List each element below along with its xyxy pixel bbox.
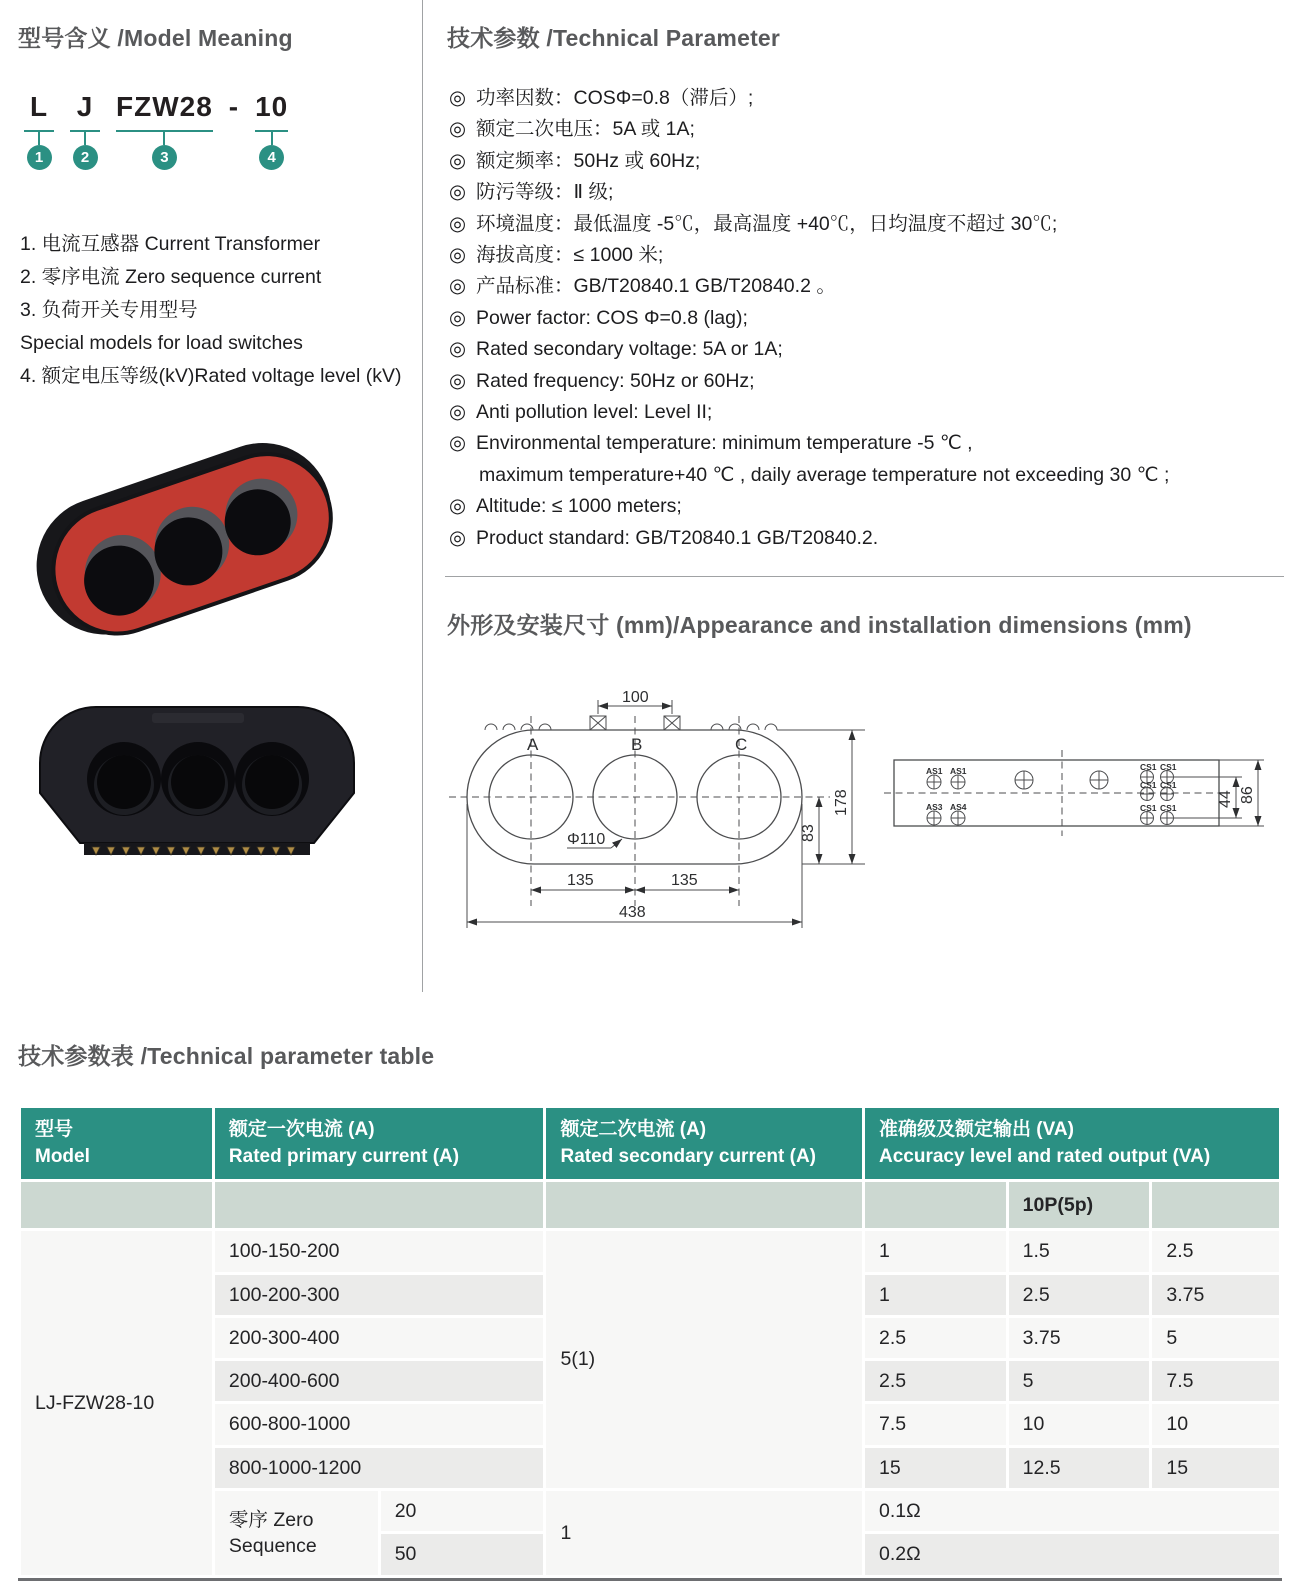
svg-text:CS1: CS1 [1140, 780, 1157, 791]
top-view-drawing [884, 730, 1284, 880]
model-value-cell: LJ-FZW28-10 [21, 1231, 212, 1575]
hole-b [161, 742, 235, 816]
svg-text:86: 86 [1239, 786, 1256, 805]
accuracy-cell: 1 [865, 1275, 1006, 1315]
model-code-number-badge: 2 [73, 145, 98, 170]
parameter-item-continuation: maximum temperature+40 ℃ , daily average temperature not exceeding 30 ℃ ; [479, 463, 1170, 486]
svg-text:CS1: CS1 [1160, 762, 1177, 773]
double-circle-bullet-icon: ◎ [449, 181, 467, 204]
product-photo-black-transformer [32, 695, 362, 885]
double-circle-bullet-icon: ◎ [449, 495, 467, 518]
svg-text:135: 135 [567, 872, 594, 890]
model-meaning-notes [20, 228, 422, 393]
svg-text:B: B [631, 735, 643, 755]
model-code-letter: FZW28 [116, 91, 213, 122]
primary-current-cell: 200-400-600 [215, 1361, 544, 1401]
hole-c [235, 742, 309, 816]
model-meaning-title: 型号含义 /Model Meaning [18, 25, 293, 51]
product-photo-red-transformer [26, 429, 356, 679]
svg-text:CS1: CS1 [1160, 780, 1177, 791]
model-code-number-badge: 3 [152, 145, 177, 170]
svg-text:135: 135 [671, 872, 698, 890]
svg-text:438: 438 [619, 904, 646, 922]
secondary-current-cell: 5(1) [546, 1231, 862, 1488]
secondary-current-cell: 1 [546, 1491, 862, 1575]
model-code-marker [70, 130, 100, 170]
parameter-item: ◎ 额定频率：50Hz 或 60Hz; [449, 146, 1284, 177]
svg-text:AS3: AS3 [926, 802, 943, 813]
parameter-item: ◎ 环境温度：最低温度 -5℃，最高温度 +40℃，日均温度不超过 30℃; [449, 209, 1284, 240]
svg-text:CS1: CS1 [1140, 803, 1157, 814]
accuracy-cell: 5 [1009, 1361, 1150, 1401]
model-code-part-dash [229, 93, 239, 121]
model-code-letter: 10 [255, 91, 289, 122]
double-circle-bullet-icon: ◎ [449, 401, 467, 424]
accuracy-cell: 7.5 [865, 1404, 1006, 1444]
model-code-letter: J [76, 91, 94, 122]
parameter-item: ◎ 海拔高度：≤ 1000 米; [449, 240, 1284, 271]
note-line: 4. 额定电压等级(kV)Rated voltage level (kV) [20, 365, 402, 387]
model-code-marker [116, 130, 213, 170]
double-circle-bullet-icon: ◎ [449, 244, 467, 267]
svg-text:Φ110: Φ110 [567, 831, 606, 849]
parameter-item: ◎ Anti pollution level: Level II; [449, 397, 1284, 428]
parameter-item: ◎ 产品标准：GB/T20840.1 GB/T20840.2 。 [449, 271, 1284, 302]
accuracy-cell: 1.5 [1009, 1231, 1150, 1271]
accuracy-cell: 15 [1152, 1448, 1279, 1488]
svg-text:44: 44 [1217, 790, 1234, 809]
parameter-item: ◎ Altitude: ≤ 1000 meters; [449, 491, 1284, 522]
front-view-drawing [447, 689, 902, 954]
model-code-letter: - [228, 91, 240, 122]
dimension-drawings [447, 689, 1284, 954]
double-circle-bullet-icon: ◎ [449, 369, 467, 392]
section-divider [445, 576, 1284, 577]
dimensions-title: 外形及安装尺寸 (mm)/Appearance and installation dimensions (mm) [447, 612, 1192, 639]
zero-sequence-output-cell: 0.2Ω [865, 1534, 1279, 1574]
technical-parameter-title: 技术参数 /Technical Parameter [447, 25, 781, 51]
double-circle-bullet-icon: ◎ [449, 526, 467, 549]
svg-text:AS1: AS1 [926, 766, 943, 777]
parameter-table-title: 技术参数表 /Technical parameter table [18, 1043, 435, 1069]
accuracy-cell: 5 [1152, 1318, 1279, 1358]
accuracy-cell: 1 [865, 1231, 1006, 1271]
double-circle-bullet-icon: ◎ [449, 306, 467, 329]
note-line: 2. 零序电流 Zero sequence current [20, 266, 322, 288]
model-code-letter: L [29, 91, 49, 122]
double-circle-bullet-icon: ◎ [449, 87, 467, 109]
zero-sequence-current-cell: 50 [381, 1534, 544, 1574]
header-model: 型号 Model [21, 1108, 212, 1179]
accuracy-cell: 2.5 [865, 1361, 1006, 1401]
note-line: Special models for load switches [20, 332, 303, 354]
model-code-part-l [24, 93, 54, 170]
subheader-cell [21, 1182, 212, 1228]
zero-sequence-output-cell: 0.1Ω [865, 1491, 1279, 1531]
accuracy-cell: 3.75 [1152, 1275, 1279, 1315]
svg-text:AS1: AS1 [950, 766, 967, 777]
accuracy-cell: 7.5 [1152, 1361, 1279, 1401]
hole-a [87, 742, 161, 816]
header-accuracy-output: 准确级及额定输出 (VA) Accuracy level and rated output (VA) [865, 1108, 1279, 1179]
table-row [21, 1231, 1279, 1271]
parameter-item: ◎ Power factor: COS Φ=0.8 (lag); [449, 303, 1284, 334]
svg-text:C: C [735, 735, 748, 755]
accuracy-cell: 2.5 [865, 1318, 1006, 1358]
svg-text:83: 83 [800, 824, 817, 843]
model-code-number-badge: 1 [27, 145, 52, 170]
technical-parameter-table [18, 1105, 1282, 1578]
svg-text:100: 100 [622, 689, 649, 707]
zero-sequence-label-cell: 零序 Zero Sequence [215, 1491, 378, 1575]
table-header-row [21, 1108, 1279, 1179]
primary-current-cell: 100-200-300 [215, 1275, 544, 1315]
accuracy-cell: 10 [1152, 1404, 1279, 1444]
accuracy-cell: 2.5 [1152, 1231, 1279, 1271]
primary-current-cell: 200-300-400 [215, 1318, 544, 1358]
subheader-cell [215, 1182, 544, 1228]
model-code [24, 93, 422, 170]
model-code-number-badge: 4 [259, 145, 284, 170]
subheader-cell [1152, 1182, 1279, 1228]
parameter-item: ◎ Product standard: GB/T20840.1 GB/T20840.2. [449, 523, 1284, 554]
double-circle-bullet-icon: ◎ [449, 149, 467, 172]
svg-text:178: 178 [833, 789, 850, 817]
double-circle-bullet-icon: ◎ [449, 432, 467, 455]
parameter-item: ◎ 功率因数：COSΦ=0.8（滞后）; [449, 83, 1284, 114]
primary-current-cell: 800-1000-1200 [215, 1448, 544, 1488]
parameter-item: ◎ Rated frequency: 50Hz or 60Hz; [449, 366, 1284, 397]
svg-text:CS1: CS1 [1160, 803, 1177, 814]
svg-text:AS4: AS4 [950, 802, 967, 813]
primary-current-cell: 600-800-1000 [215, 1404, 544, 1444]
parameter-table-section [0, 992, 1300, 1581]
subheader-accuracy-class: 10P(5p) [1009, 1182, 1150, 1228]
model-code-marker [255, 130, 288, 170]
double-circle-bullet-icon: ◎ [449, 275, 467, 298]
subheader-cell [546, 1182, 862, 1228]
accuracy-cell: 3.75 [1009, 1318, 1150, 1358]
double-circle-bullet-icon: ◎ [449, 338, 467, 361]
model-code-part-10 [255, 93, 288, 170]
parameter-item: ◎ 防污等级：Ⅱ 级; [449, 177, 1284, 208]
model-code-marker [24, 130, 54, 170]
accuracy-cell: 10 [1009, 1404, 1150, 1444]
svg-text:A: A [527, 735, 539, 755]
accuracy-cell: 12.5 [1009, 1448, 1150, 1488]
note-line: 1. 电流互感器 Current Transformer [20, 233, 321, 255]
primary-current-cell: 100-150-200 [215, 1231, 544, 1271]
double-circle-bullet-icon: ◎ [449, 118, 467, 141]
zero-sequence-current-cell: 20 [381, 1491, 544, 1531]
technical-parameter-list [449, 83, 1284, 554]
header-secondary-current: 额定二次电流 (A) Rated secondary current (A) [546, 1108, 862, 1179]
parameter-item: ◎ Rated secondary voltage: 5A or 1A; [449, 334, 1284, 365]
double-circle-bullet-icon: ◎ [449, 212, 467, 235]
table-bottom-border [18, 1578, 1282, 1581]
table-subheader-row [21, 1182, 1279, 1228]
technical-parameter-section [423, 0, 1300, 992]
accuracy-cell: 15 [865, 1448, 1006, 1488]
subheader-cell [865, 1182, 1006, 1228]
svg-text:CS1: CS1 [1140, 762, 1157, 773]
accuracy-cell: 2.5 [1009, 1275, 1150, 1315]
model-meaning-section [0, 0, 423, 992]
header-primary-current: 额定一次电流 (A) Rated primary current (A) [215, 1108, 544, 1179]
model-code-part-j [70, 93, 100, 170]
parameter-item: ◎ Environmental temperature: minimum temperature -5 ℃ , [449, 428, 1284, 459]
model-code-part-fzw28 [116, 93, 213, 170]
parameter-item: ◎ 额定二次电压：5A 或 1A; [449, 114, 1284, 145]
note-line: 3. 负荷开关专用型号 [20, 299, 198, 321]
